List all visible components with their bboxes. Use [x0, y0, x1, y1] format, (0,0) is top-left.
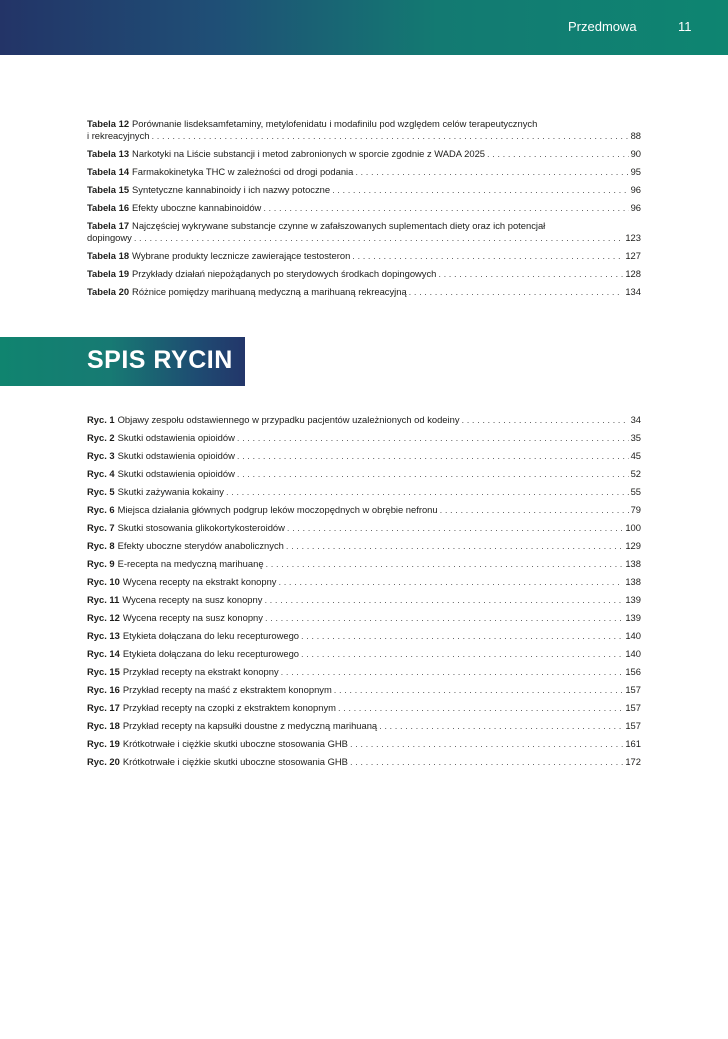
dot-leader: [134, 232, 624, 244]
entry-label: Ryc. 9: [87, 558, 115, 569]
entry-title: Miejsca działania głównych podgrup leków moczopędnych w obrębie nefronu: [117, 504, 438, 515]
entry-page-number: 35: [630, 432, 641, 443]
entry-page-number: 96: [630, 202, 641, 213]
dot-leader: [281, 666, 624, 678]
entry-label: Ryc. 11: [87, 594, 120, 605]
entry-page-number: 129: [625, 540, 641, 551]
entry-label: Ryc. 6: [87, 504, 115, 515]
entry-label: Tabela 15: [87, 184, 130, 195]
entry-page-number: 34: [630, 414, 641, 425]
entry-title: Wycena recepty na ekstrakt konopny: [122, 576, 277, 587]
running-header-title: Przedmowa: [568, 19, 637, 34]
page-number: 11: [678, 19, 692, 34]
figure-entry[interactable]: [87, 630, 641, 642]
entry-label: Ryc. 8: [87, 540, 115, 551]
entry-title: Farmakokinetyka THC w zależności od drogi podania: [132, 166, 354, 177]
entry-title: Narkotyki na Liście substancji i metod zabronionych w sporcie zgodnie z WADA 2025: [132, 148, 485, 159]
entry-page-number: 79: [630, 504, 641, 515]
entry-label: Ryc. 14: [87, 648, 120, 659]
dot-leader: [265, 612, 623, 624]
figure-entry[interactable]: [87, 450, 641, 462]
entry-label: Ryc. 4: [87, 468, 115, 479]
entry-page-number: 139: [625, 594, 641, 605]
entry-label: Tabela 18: [87, 250, 130, 261]
dot-leader: [301, 648, 623, 660]
entry-page-number: 100: [625, 522, 641, 533]
figure-entry[interactable]: [87, 684, 641, 696]
dot-leader: [334, 684, 624, 696]
entry-label: Ryc. 7: [87, 522, 115, 533]
dot-leader: [440, 504, 629, 516]
entry-label: Ryc. 1: [87, 414, 115, 425]
dot-leader: [332, 184, 628, 196]
entry-label: Tabela 16: [87, 202, 130, 213]
entry-label: Ryc. 20: [87, 756, 120, 767]
entry-page-number: 156: [625, 666, 641, 677]
entry-title-line1: Porównanie lisdeksamfetaminy, metylofenidatu i modafinilu pod względem celów terapeutycznych: [132, 118, 538, 129]
entry-label: Tabela 14: [87, 166, 130, 177]
entry-label: Ryc. 13: [87, 630, 120, 641]
entry-page-number: 140: [625, 648, 641, 659]
figure-entry[interactable]: [87, 702, 641, 714]
dot-leader: [355, 166, 628, 178]
entry-title: Efekty uboczne sterydów anabolicznych: [117, 540, 284, 551]
entry-label: Tabela 17: [87, 220, 130, 231]
tables-list: [87, 118, 641, 298]
entry-page-number: 161: [625, 738, 641, 749]
entry-title: i rekreacyjnych: [87, 130, 150, 141]
entry-title: Skutki stosowania glikokortykosteroidów: [117, 522, 285, 533]
entry-title: Skutki zażywania kokainy: [117, 486, 224, 497]
figures-list: [87, 414, 641, 768]
dot-leader: [237, 468, 629, 480]
entry-title: Różnice pomiędzy marihuaną medyczną a marihuaną rekreacyjną: [132, 286, 407, 297]
figure-entry[interactable]: [87, 504, 641, 516]
entry-title: Przykład recepty na czopki z ekstraktem konopnym: [122, 702, 336, 713]
dot-leader: [379, 720, 623, 732]
entry-label: Tabela 13: [87, 148, 130, 159]
figure-entry[interactable]: [87, 720, 641, 732]
entry-title: Wycena recepty na susz konopny: [122, 612, 263, 623]
entry-title: dopingowy: [87, 232, 132, 243]
entry-title: Krótkotrwałe i ciężkie skutki uboczne stosowania GHB: [122, 738, 348, 749]
entry-page-number: 96: [630, 184, 641, 195]
dot-leader: [301, 630, 623, 642]
table-entry[interactable]: [87, 166, 641, 178]
dot-leader: [152, 130, 629, 142]
figure-entry[interactable]: [87, 414, 641, 426]
entry-title: Skutki odstawienia opioidów: [117, 468, 235, 479]
entry-title-line1: Najczęściej wykrywane substancje czynne w zafałszowanych suplementach diety oraz ich potencjał: [132, 220, 546, 231]
entry-label: Ryc. 15: [87, 666, 120, 677]
entry-title: Przykłady działań niepożądanych po sterydowych środkach dopingowych: [132, 268, 437, 279]
entry-label: Ryc. 19: [87, 738, 120, 749]
entry-page-number: 138: [625, 576, 641, 587]
dot-leader: [352, 250, 623, 262]
table-entry[interactable]: [87, 148, 641, 160]
entry-title: Przykład recepty na ekstrakt konopny: [122, 666, 279, 677]
table-entry[interactable]: [87, 118, 641, 142]
entry-page-number: 140: [625, 630, 641, 641]
figure-entry[interactable]: [87, 648, 641, 660]
entry-page-number: 134: [625, 286, 641, 297]
entry-label: Ryc. 12: [87, 612, 120, 623]
dot-leader: [487, 148, 629, 160]
dot-leader: [350, 756, 623, 768]
figure-entry[interactable]: [87, 522, 641, 534]
table-entry[interactable]: [87, 268, 641, 280]
figure-entry[interactable]: [87, 594, 641, 606]
entry-page-number: 52: [630, 468, 641, 479]
entry-title: Wycena recepty na susz konopny: [122, 594, 263, 605]
dot-leader: [409, 286, 624, 298]
table-entry[interactable]: [87, 184, 641, 196]
entry-label: Ryc. 18: [87, 720, 120, 731]
entry-label: Ryc. 5: [87, 486, 115, 497]
entry-label: Ryc. 16: [87, 684, 120, 695]
entry-label: Tabela 19: [87, 268, 130, 279]
entry-page-number: 157: [625, 684, 641, 695]
entry-title: Krótkotrwałe i ciężkie skutki uboczne stosowania GHB: [122, 756, 348, 767]
entry-page-number: 128: [625, 268, 641, 279]
entry-page-number: 123: [625, 232, 641, 243]
entry-label: Ryc. 2: [87, 432, 115, 443]
section-heading: SPIS RYCIN: [87, 346, 233, 374]
dot-leader: [287, 522, 623, 534]
entry-title: Etykieta dołączana do leku recepturowego: [122, 630, 299, 641]
entry-page-number: 90: [630, 148, 641, 159]
figure-entry[interactable]: [87, 468, 641, 480]
dot-leader: [237, 432, 629, 444]
entry-page-number: 138: [625, 558, 641, 569]
table-entry[interactable]: [87, 202, 641, 214]
entry-title: Skutki odstawienia opioidów: [117, 450, 235, 461]
entry-page-number: 139: [625, 612, 641, 623]
entry-page-number: 45: [630, 450, 641, 461]
entry-page-number: 127: [625, 250, 641, 261]
entry-title: Etykieta dołączana do leku recepturowego: [122, 648, 299, 659]
figure-entry[interactable]: [87, 666, 641, 678]
table-entry[interactable]: [87, 220, 641, 244]
entry-title: E-recepta na medyczną marihuanę: [117, 558, 264, 569]
entry-title: Przykład recepty na kapsułki doustne z medyczną marihuaną: [122, 720, 378, 731]
entry-title: Skutki odstawienia opioidów: [117, 432, 235, 443]
dot-leader: [266, 558, 624, 570]
table-entry[interactable]: [87, 250, 641, 262]
entry-title: Wybrane produkty lecznicze zawierające testosteron: [132, 250, 351, 261]
figure-entry[interactable]: [87, 432, 641, 444]
dot-leader: [237, 450, 629, 462]
entry-label: Tabela 20: [87, 286, 130, 297]
figure-entry[interactable]: [87, 738, 641, 750]
figure-entry[interactable]: [87, 576, 641, 588]
figure-entry[interactable]: [87, 756, 641, 768]
dot-leader: [263, 202, 628, 214]
entry-title: Efekty uboczne kannabinoidów: [132, 202, 262, 213]
dot-leader: [338, 702, 623, 714]
entry-label: Ryc. 10: [87, 576, 120, 587]
dot-leader: [278, 576, 623, 588]
entry-page-number: 157: [625, 702, 641, 713]
dot-leader: [264, 594, 623, 606]
entry-label: Ryc. 17: [87, 702, 120, 713]
figure-entry[interactable]: [87, 558, 641, 570]
entry-label: Ryc. 3: [87, 450, 115, 461]
entry-title: Syntetyczne kannabinoidy i ich nazwy potoczne: [132, 184, 331, 195]
entry-page-number: 157: [625, 720, 641, 731]
figure-entry[interactable]: [87, 612, 641, 624]
entry-page-number: 172: [625, 756, 641, 767]
figure-entry[interactable]: [87, 486, 641, 498]
dot-leader: [286, 540, 623, 552]
entry-page-number: 55: [630, 486, 641, 497]
entry-page-number: 88: [630, 130, 641, 141]
dot-leader: [438, 268, 623, 280]
dot-leader: [462, 414, 629, 426]
entry-title: Objawy zespołu odstawiennego w przypadku pacjentów uzależnionych od kodeiny: [117, 414, 460, 425]
entry-label: Tabela 12: [87, 118, 130, 129]
entry-title: Przykład recepty na maść z ekstraktem konopnym: [122, 684, 332, 695]
dot-leader: [350, 738, 623, 750]
entry-page-number: 95: [630, 166, 641, 177]
figure-entry[interactable]: [87, 540, 641, 552]
table-entry[interactable]: [87, 286, 641, 298]
dot-leader: [226, 486, 629, 498]
